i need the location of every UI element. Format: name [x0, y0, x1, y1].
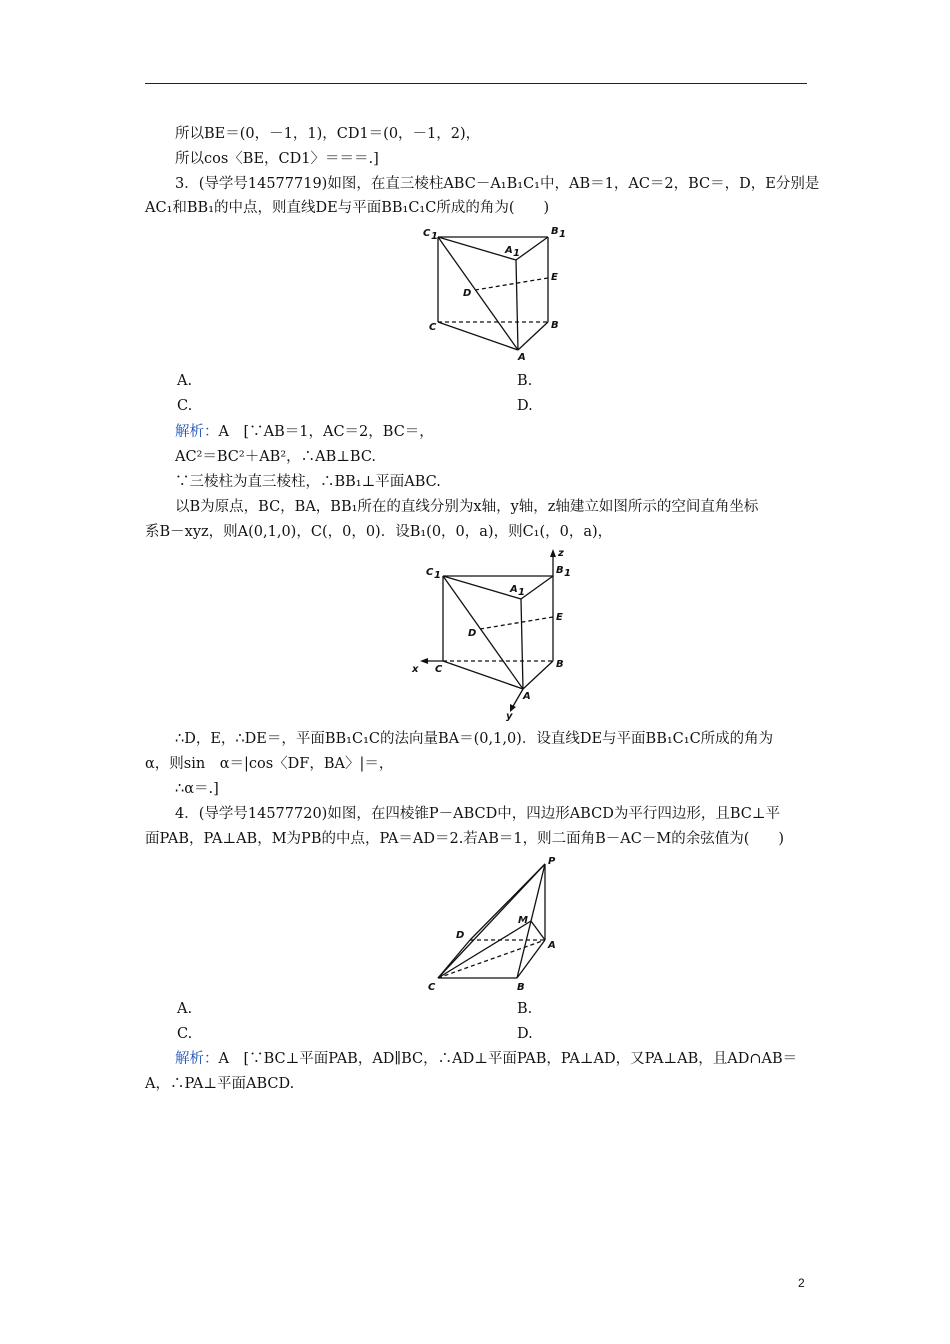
- pyramid-figure: [420, 852, 570, 994]
- option-3A: A.: [177, 373, 193, 389]
- label-sub: 1: [431, 231, 438, 242]
- label-C: C: [429, 322, 437, 333]
- question-3-line: 3．(导学号14577719)如图，在直三棱柱ABC－A₁B₁C₁中，AB＝1，AC＝2，BC＝，D，E分别是: [175, 176, 820, 192]
- solution-3-line: 系B－xyz，则A(0,1,0)，C(，0，0)．设B₁(0，0，a)，则C₁(，0，a)，: [145, 524, 613, 540]
- solution-3-line: [175, 422, 434, 442]
- label-sub: 1: [564, 568, 571, 579]
- option-3B: B.: [517, 373, 533, 389]
- header-rule: [145, 83, 807, 84]
- label-z: z: [558, 548, 564, 559]
- solution-4-line: [175, 1049, 797, 1069]
- label-D: D: [468, 628, 477, 639]
- label-A1: A: [510, 584, 518, 595]
- solution-text: A [∵BC⊥平面PAB，AD∥BC，∴AD⊥平面PAB，PA⊥AD，又PA⊥AB，且AD∩AB＝: [218, 1051, 798, 1067]
- label-A: A: [523, 691, 531, 702]
- label-P: P: [548, 856, 556, 867]
- label-x: x: [412, 664, 419, 675]
- question-4-line: 4．(导学号14577720)如图，在四棱锥P－ABCD中，四边形ABCD为平行四边形，且BC⊥平: [175, 806, 780, 822]
- label-sub: 1: [513, 248, 520, 259]
- option-4D: D.: [517, 1026, 533, 1042]
- solution-3-line: 以B为原点，BC，BA，BB₁所在的直线分别为x轴，y轴，z轴建立如图所示的空间直角坐标: [175, 499, 759, 515]
- label-y: y: [506, 711, 513, 722]
- label-sub: 1: [559, 229, 566, 240]
- label-A: A: [548, 940, 556, 951]
- label-A: A: [518, 352, 526, 363]
- solution-3-line: ∵三棱柱为直三棱柱，∴BB₁⊥平面ABC.: [175, 474, 441, 490]
- label-E: E: [551, 272, 558, 283]
- label-E: E: [556, 612, 563, 623]
- label-B: B: [517, 982, 525, 993]
- label-B1: B: [551, 226, 559, 237]
- label-C: C: [435, 664, 443, 675]
- option-4C: C.: [177, 1026, 193, 1042]
- label-D: D: [463, 288, 472, 299]
- solution-label: 解析：: [175, 1051, 219, 1067]
- question-4-line: 面PAB，PA⊥AB，M为PB的中点，PA＝AD＝2.若AB＝1，则二面角B－AC－M的余弦值为( ): [145, 831, 785, 847]
- label-C: C: [428, 982, 436, 993]
- page-number: 2: [798, 1276, 805, 1290]
- prism-figure: [415, 222, 565, 362]
- label-sub: 1: [434, 570, 441, 581]
- solution-text: A [∵AB＝1，AC＝2，BC＝，: [218, 424, 434, 440]
- option-3C: C.: [177, 398, 193, 414]
- solution-3-line: ∴α＝.]: [175, 781, 219, 797]
- option-3D: D.: [517, 398, 533, 414]
- solution-3-line: α，则sin α＝|cos〈DF，BA〉|＝，: [145, 756, 394, 772]
- label-M: M: [518, 915, 528, 926]
- option-4B: B.: [517, 1001, 533, 1017]
- label-D: D: [456, 930, 465, 941]
- text-line: 所以cos〈BE，CD1〉＝＝＝.]: [175, 151, 379, 167]
- solution-4-line: A，∴PA⊥平面ABCD.: [145, 1076, 295, 1092]
- solution-label: 解析：: [175, 424, 219, 440]
- label-B: B: [556, 659, 564, 670]
- prism-coordinate-figure: [410, 546, 575, 721]
- solution-3-line: AC²＝BC²＋AB²，∴AB⊥BC.: [175, 449, 377, 465]
- label-sub: 1: [518, 587, 525, 598]
- label-C1: C: [426, 567, 434, 578]
- label-B: B: [551, 320, 559, 331]
- question-3-line: AC₁和BB₁的中点，则直线DE与平面BB₁C₁C所成的角为( ): [145, 200, 550, 216]
- label-A1: A: [505, 245, 513, 256]
- text-line: 所以BE＝(0，－1，1)，CD1＝(0，－1，2)，: [175, 126, 481, 142]
- label-C1: C: [423, 228, 431, 239]
- option-4A: A.: [177, 1001, 193, 1017]
- solution-3-line: ∴D，E，∴DE＝，平面BB₁C₁C的法向量BA＝(0,1,0)．设直线DE与平面BB₁C₁C所成的角为: [175, 731, 774, 747]
- label-B1: B: [556, 565, 564, 576]
